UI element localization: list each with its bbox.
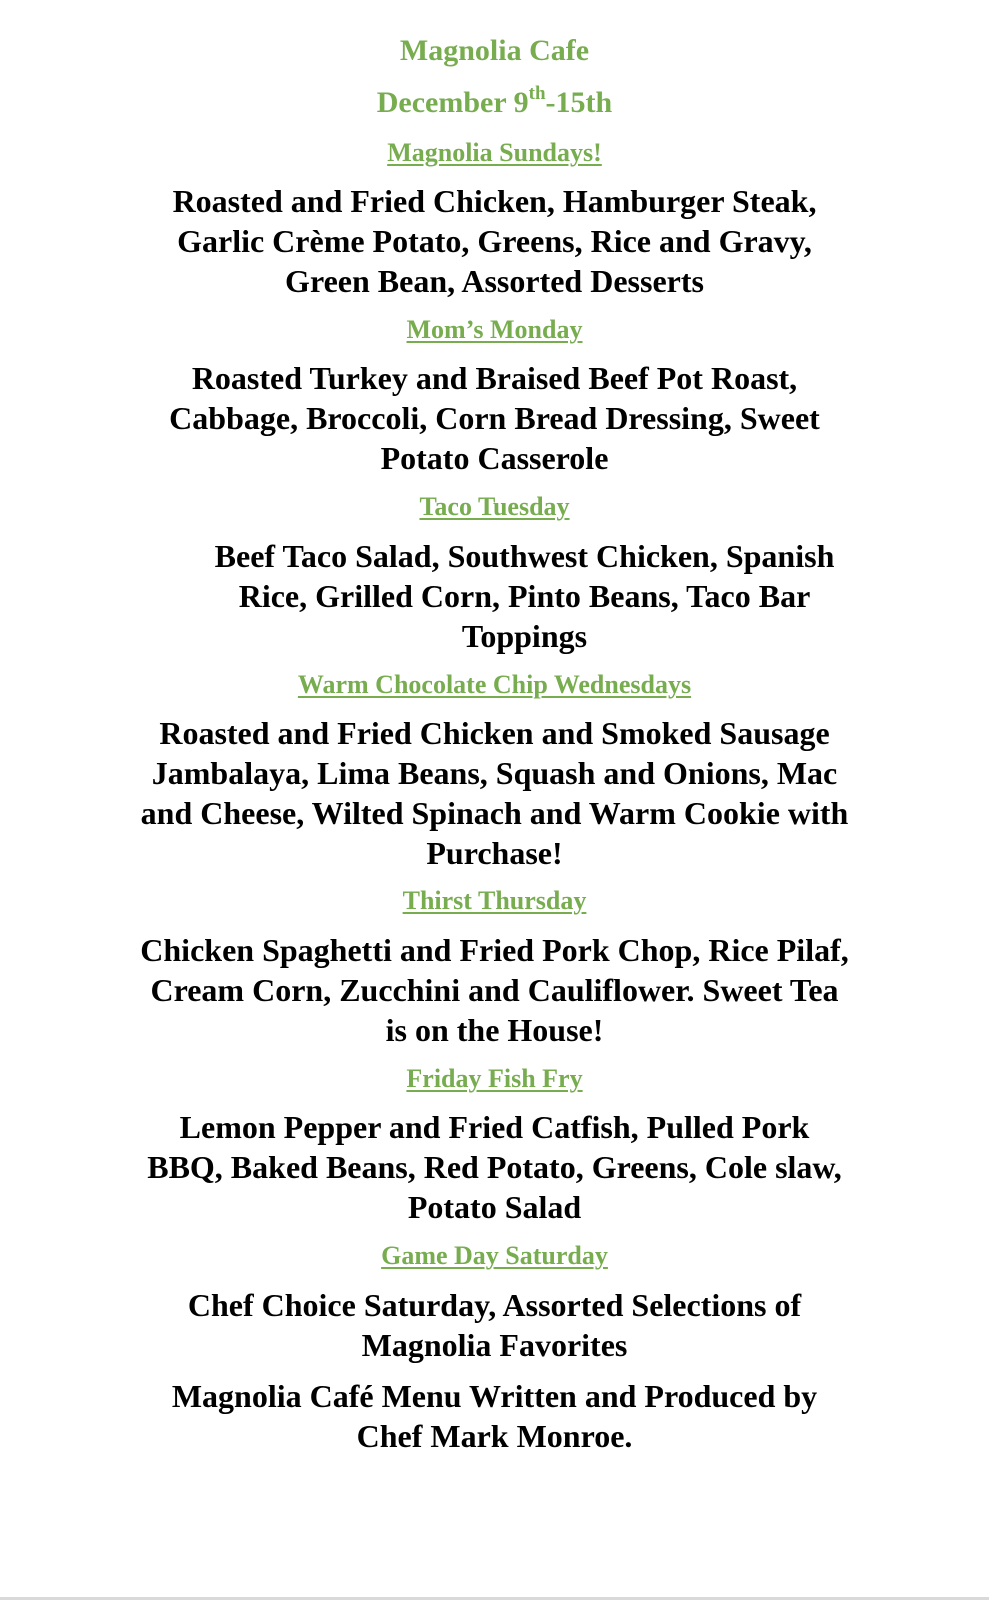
menu-credit: [0, 1376, 989, 1456]
menu-friday: [0, 1107, 989, 1227]
heading-sunday: Magnolia Sundays!: [387, 138, 602, 167]
menu-line: Potato Salad: [407, 1189, 582, 1225]
menu-sunday: [0, 181, 989, 301]
menu-line: Lemon Pepper and Fried Catfish, Pulled Pork: [179, 1109, 810, 1145]
menu-wednesday: [0, 713, 989, 873]
menu-line: Roasted Turkey and Braised Beef Pot Roast,: [191, 360, 798, 396]
menu-line: Cabbage, Broccoli, Corn Bread Dressing, Sweet: [169, 400, 820, 436]
heading-saturday: Game Day Saturday: [381, 1241, 608, 1270]
cafe-name: Magnolia Cafe: [399, 34, 590, 67]
menu-line: Rice, Grilled Corn, Pinto Beans, Taco Bar: [238, 578, 811, 614]
menu-line: Roasted and Fried Chicken, Hamburger Steak,: [172, 183, 817, 219]
menu-monday: [0, 358, 989, 478]
menu-line: Jambalaya, Lima Beans, Squash and Onions, Mac: [151, 755, 838, 791]
menu-line: Magnolia Favorites: [361, 1327, 628, 1363]
menu-line: Roasted and Fried Chicken and Smoked Sausage: [159, 715, 830, 751]
heading-friday: Friday Fish Fry: [406, 1064, 583, 1093]
credit-line: Magnolia Café Menu Written and Produced by: [171, 1378, 818, 1414]
menu-line: Garlic Crème Potato, Greens, Rice and Gravy,: [177, 223, 812, 259]
menu-line: Toppings: [461, 618, 588, 654]
credit-line: Chef Mark Monroe.: [356, 1418, 633, 1454]
heading-tuesday: Taco Tuesday: [419, 492, 570, 521]
menu-line: is on the House!: [385, 1012, 604, 1048]
menu-line: Potato Casserole: [380, 440, 609, 476]
menu-tuesday: [80, 536, 969, 656]
date-range: December 9th-15th: [376, 83, 613, 119]
menu-line: Green Bean, Assorted Desserts: [285, 263, 704, 299]
menu-line: Chicken Spaghetti and Fried Pork Chop, Rice Pilaf,: [140, 932, 849, 968]
menu-line: and Cheese, Wilted Spinach and Warm Cookie with: [140, 795, 849, 831]
menu-line: Chef Choice Saturday, Assorted Selections of: [187, 1287, 802, 1323]
heading-monday: Mom’s Monday: [406, 315, 583, 344]
menu-line: Beef Taco Salad, Southwest Chicken, Spanish: [214, 538, 835, 574]
heading-wednesday: Warm Chocolate Chip Wednesdays: [297, 670, 692, 699]
menu-line: BBQ, Baked Beans, Red Potato, Greens, Cole slaw,: [147, 1149, 842, 1185]
menu-saturday: [0, 1285, 989, 1365]
menu-thursday: [0, 930, 989, 1050]
menu-line: Cream Corn, Zucchini and Cauliflower. Sweet Tea: [150, 972, 839, 1008]
heading-thursday: Thirst Thursday: [402, 886, 587, 915]
menu-line: Purchase!: [426, 835, 563, 871]
